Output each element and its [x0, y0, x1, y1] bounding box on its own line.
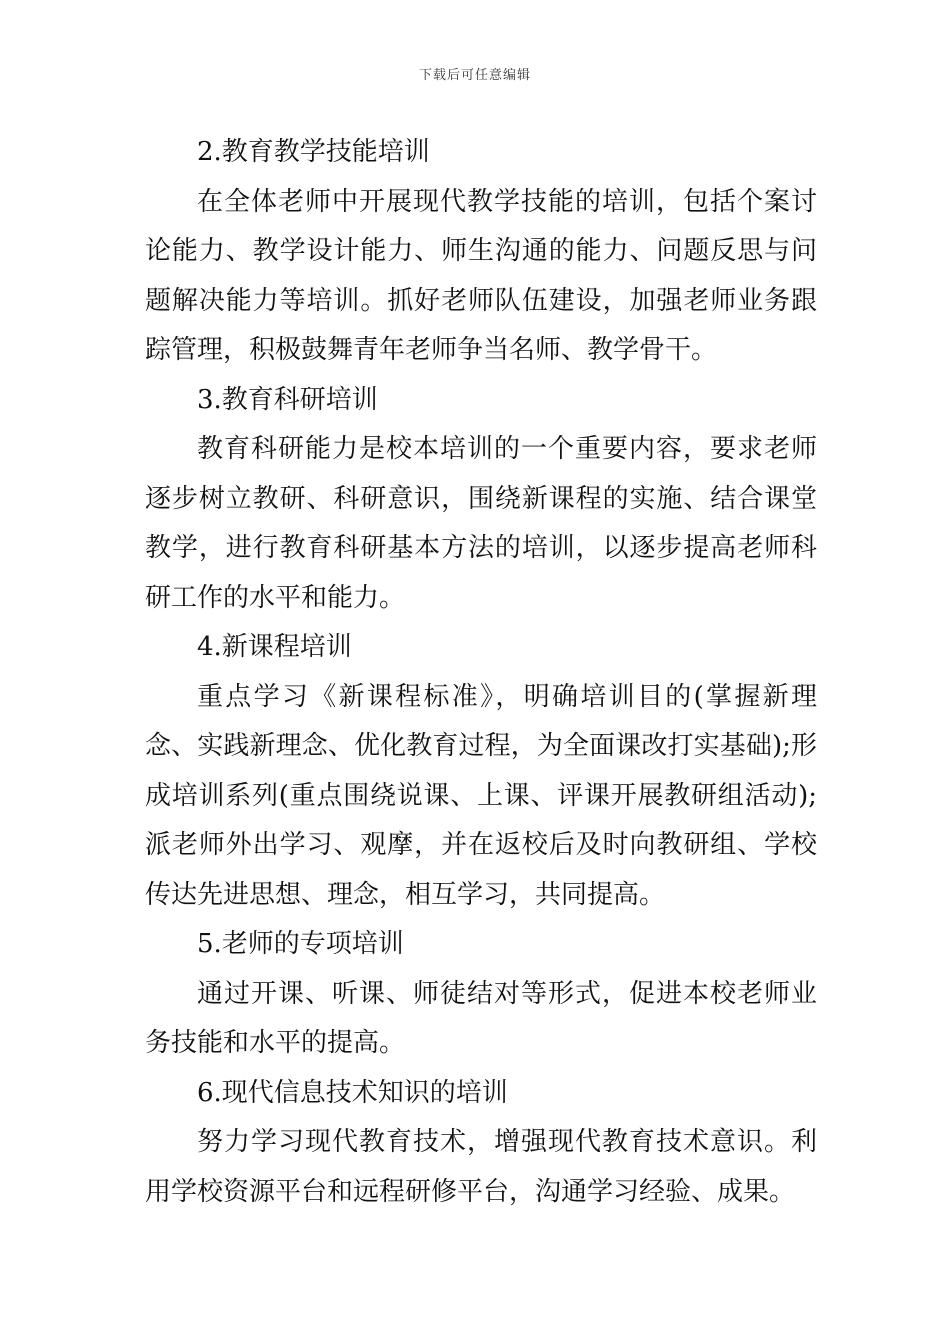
section-heading-5: 5.老师的专项培训 — [197, 929, 404, 959]
section-heading-4: 4.新课程培训 — [197, 632, 352, 662]
section-paragraph-4: 重点学习《新课程标准》，明确培训目的(掌握新理念、实践新理念、优化教育过程，为全面课改打实基础);形成培训系列(重点围绕说课、上课、评课开展教研组活动);派老师外出学习、观摩，并在返校后及时向教研组、学校传达先进思想、理念，相互学习，共同提高。 — [145, 681, 817, 910]
section-paragraph-6: 努力学习现代教育技术，增强现代教育技术意识。利用学校资源平台和远程研修平台，沟通学习经验、成果。 — [145, 1127, 817, 1207]
section-heading-3: 3.教育科研培训 — [197, 384, 378, 415]
document-body — [145, 128, 817, 1217]
section-heading-2: 2.教育教学技能培训 — [197, 137, 430, 167]
section-heading-6: 6.现代信息技术知识的培训 — [197, 1077, 508, 1108]
section-paragraph-3: 教育科研能力是校本培训的一个重要内容，要求老师逐步树立教研、科研意识，围绕新课程的实施、结合课堂教学，进行教育科研基本方法的培训，以逐步提高老师科研工作的水平和能力。 — [145, 434, 817, 613]
section-paragraph-5: 通过开课、听课、师徒结对等形式，促进本校老师业务技能和水平的提高。 — [145, 978, 817, 1058]
section-paragraph-2: 在全体老师中开展现代教学技能的培训，包括个案讨论能力、教学设计能力、师生沟通的能力、问题反思与问题解决能力等培训。抓好老师队伍建设，加强老师业务跟踪管理，积极鼓舞青年老师争当名师、教学骨干。 — [145, 186, 817, 365]
header-note: 下载后可任意编辑 — [418, 68, 531, 83]
